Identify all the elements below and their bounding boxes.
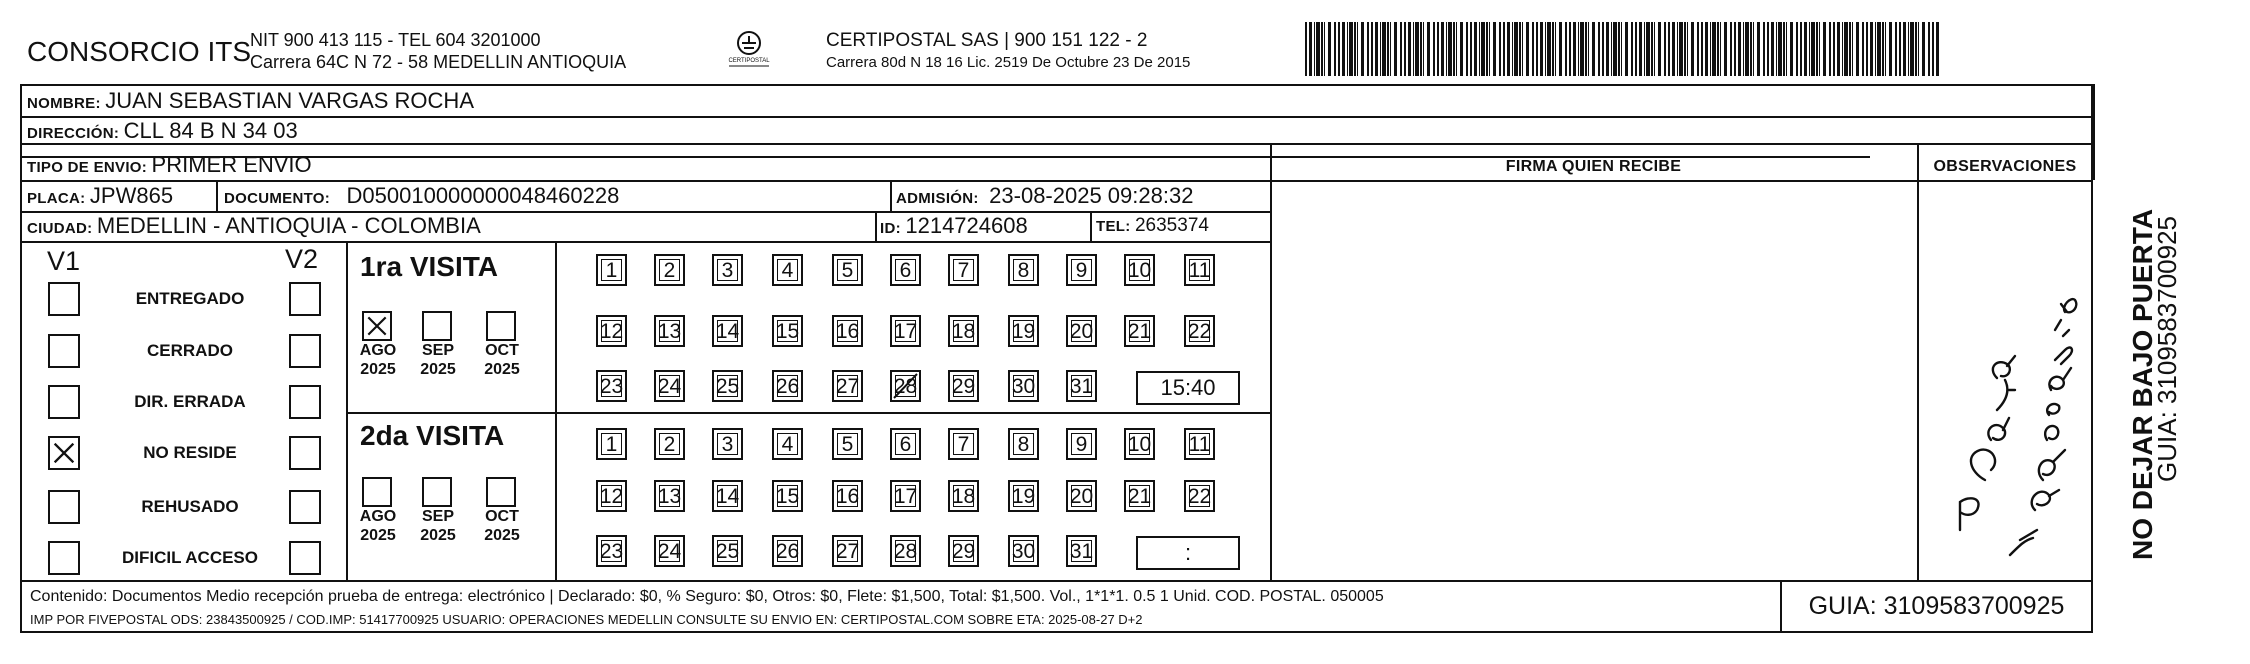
tel-value: 2635374	[1134, 215, 1209, 236]
tipo-row	[27, 152, 312, 178]
documento-value: D050010000000048460228	[346, 183, 620, 208]
visit2-day-26[interactable]: 26	[772, 535, 803, 567]
visit1-day-18[interactable]: 18	[948, 315, 979, 347]
visit2-day-21[interactable]: 21	[1124, 480, 1155, 512]
visit1-day-3[interactable]: 3	[712, 254, 743, 286]
visit1-day-10[interactable]: 10	[1124, 254, 1155, 286]
visit1-year-label: 2025	[484, 361, 520, 378]
id-value: 1214724608	[905, 213, 1028, 238]
status-label-no-reside: NO RESIDE	[143, 443, 237, 462]
visit1-day-11[interactable]: 11	[1184, 254, 1215, 286]
visit2-month-label: SEP	[421, 508, 454, 525]
visit2-day-22[interactable]: 22	[1184, 480, 1215, 512]
visit2-month-checkbox-oct[interactable]	[486, 477, 516, 507]
company-name: CONSORCIO ITS	[27, 36, 252, 67]
tipo-value: PRIMER ENVIO	[151, 152, 312, 177]
v2-checkbox-rehusado[interactable]	[289, 490, 321, 524]
visit1-day-23[interactable]: 23	[596, 370, 627, 402]
visit2-year-label: 2025	[484, 527, 520, 544]
visit1-month-checkbox-sep[interactable]	[422, 311, 452, 341]
nombre-label: NOMBRE:	[27, 95, 101, 112]
visit2-month-checkbox-ago[interactable]	[362, 477, 392, 507]
certipostal-logo-icon	[725, 28, 773, 72]
visit2-day-8[interactable]: 8	[1008, 428, 1039, 460]
placa-row	[27, 183, 173, 209]
firma-header: FIRMA QUIEN RECIBE	[1505, 158, 1682, 175]
visit1-month-checkbox-ago[interactable]	[362, 311, 392, 341]
visit1-day-19[interactable]: 19	[1008, 315, 1039, 347]
visit1-day-31[interactable]: 31	[1066, 370, 1097, 402]
visit1-day-15[interactable]: 15	[772, 315, 803, 347]
admision-label: ADMISIÓN:	[896, 190, 979, 207]
visit2-day-6[interactable]: 6	[890, 428, 921, 460]
visit1-month-label: AGO	[359, 342, 397, 359]
placa-value: JPW865	[89, 183, 174, 208]
visit2-day-18[interactable]: 18	[948, 480, 979, 512]
visit2-day-9[interactable]: 9	[1066, 428, 1097, 460]
direccion-value: CLL 84 B N 34 03	[123, 118, 298, 143]
visit2-day-25[interactable]: 25	[712, 535, 743, 567]
visit2-day-11[interactable]: 11	[1184, 428, 1215, 460]
company-nit-tel: NIT 900 413 115 - TEL 604 3201000	[250, 30, 541, 50]
v2-checkbox-no-reside[interactable]	[289, 436, 321, 470]
visit1-time-field[interactable]: 15:40	[1136, 371, 1240, 405]
footer-guia: GUIA: 3109583700925	[1808, 592, 2065, 620]
id-row	[880, 213, 1028, 239]
visit1-day-8[interactable]: 8	[1008, 254, 1039, 286]
visit2-day-7[interactable]: 7	[948, 428, 979, 460]
visit1-month-label: SEP	[421, 342, 454, 359]
visit1-day-2[interactable]: 2	[654, 254, 685, 286]
visit1-month-label: OCT	[485, 342, 519, 359]
visit2-day-2[interactable]: 2	[654, 428, 685, 460]
status-label-dificil-acceso: DIFICIL ACCESO	[121, 548, 258, 567]
visit1-day-13[interactable]: 13	[654, 315, 685, 347]
v1-checkbox-no-reside[interactable]	[48, 436, 80, 470]
visit2-day-1[interactable]: 1	[596, 428, 627, 460]
visit2-day-19[interactable]: 19	[1008, 480, 1039, 512]
visit2-day-3[interactable]: 3	[712, 428, 743, 460]
visit1-day-17[interactable]: 17	[890, 315, 921, 347]
v2-checkbox-cerrado[interactable]	[289, 334, 321, 368]
barcode	[1305, 22, 1940, 76]
status-label-dir-errada: DIR. ERRADA	[134, 392, 246, 411]
visit2-day-4[interactable]: 4	[772, 428, 803, 460]
visit1-day-14[interactable]: 14	[712, 315, 743, 347]
visit2-day-27[interactable]: 27	[832, 535, 863, 567]
footer-imp: IMP POR FIVEPOSTAL ODS: 23843500925 / COD.IMP: 51417700925 USUARIO: OPERACIONES MEDELLIN CONSULTE SU ENVIO EN: CERTIPOSTAL.COM SOBRE ETA: 2025-08-27 D+2	[30, 612, 1143, 627]
nombre-value: JUAN SEBASTIAN VARGAS ROCHA	[105, 88, 474, 113]
status-label-rehusado: REHUSADO	[141, 497, 239, 516]
visit2-day-14[interactable]: 14	[712, 480, 743, 512]
nombre-row	[27, 88, 474, 114]
visit2-day-12[interactable]: 12	[596, 480, 627, 512]
carrier-address: Carrera 80d N 18 16 Lic. 2519 De Octubre 23 De 2015	[826, 54, 1191, 71]
visit1-day-28[interactable]: 28	[890, 370, 921, 402]
visit1-day-5[interactable]: 5	[832, 254, 863, 286]
v2-heading: V2	[285, 244, 319, 274]
visit2-day-28[interactable]: 28	[890, 535, 921, 567]
direccion-label: DIRECCIÓN:	[27, 125, 120, 142]
visit1-day-9[interactable]: 9	[1066, 254, 1097, 286]
visit1-day-24[interactable]: 24	[654, 370, 685, 402]
documento-label: DOCUMENTO:	[224, 190, 331, 207]
visit1-year-label: 2025	[360, 361, 396, 378]
id-label: ID:	[880, 220, 901, 237]
admision-row	[896, 183, 1193, 209]
visit1-day-29[interactable]: 29	[948, 370, 979, 402]
ciudad-row	[27, 213, 481, 239]
visit1-day-6[interactable]: 6	[890, 254, 921, 286]
side-guia: GUIA: 3109583700925	[2152, 216, 2182, 482]
visit1-day-26[interactable]: 26	[772, 370, 803, 402]
visit2-time-field[interactable]: :	[1136, 536, 1240, 570]
visit2-day-24[interactable]: 24	[654, 535, 685, 567]
ciudad-value: MEDELLIN - ANTIOQUIA - COLOMBIA	[96, 213, 481, 238]
visit1-day-4[interactable]: 4	[772, 254, 803, 286]
logo-caption: CERTIPOSTAL	[728, 58, 770, 64]
v2-checkbox-dificil-acceso[interactable]	[289, 541, 321, 575]
visit1-day-7[interactable]: 7	[948, 254, 979, 286]
documento-row	[224, 183, 619, 209]
carrier-name: CERTIPOSTAL SAS | 900 151 122 - 2	[826, 30, 1148, 51]
tipo-label: TIPO DE ENVIO:	[27, 159, 148, 176]
visit1-month-checkbox-oct[interactable]	[486, 311, 516, 341]
v2-checkbox-entregado[interactable]	[289, 282, 321, 316]
v1-checkbox-dificil-acceso[interactable]	[48, 541, 80, 575]
visit2-day-30[interactable]: 30	[1008, 535, 1039, 567]
visit2-day-17[interactable]: 17	[890, 480, 921, 512]
v2-checkbox-dir-errada[interactable]	[289, 385, 321, 419]
status-label-entregado: ENTREGADO	[135, 289, 245, 308]
company-address: Carrera 64C N 72 - 58 MEDELLIN ANTIOQUIA	[250, 52, 627, 72]
visit2-day-31[interactable]: 31	[1066, 535, 1097, 567]
visit1-title: 1ra VISITA	[360, 251, 498, 282]
visit2-title: 2da VISITA	[360, 420, 505, 451]
visit2-day-15[interactable]: 15	[772, 480, 803, 512]
placa-label: PLACA:	[27, 190, 86, 207]
v1-checkbox-rehusado[interactable]	[48, 490, 80, 524]
visit2-day-20[interactable]: 20	[1066, 480, 1097, 512]
visit2-day-16[interactable]: 16	[832, 480, 863, 512]
visit1-day-30[interactable]: 30	[1008, 370, 1039, 402]
visit2-day-23[interactable]: 23	[596, 535, 627, 567]
visit2-year-label: 2025	[420, 527, 456, 544]
visit1-day-25[interactable]: 25	[712, 370, 743, 402]
side-warning: NO DEJAR BAJO PUERTA	[2127, 208, 2158, 560]
status-label-cerrado: CERRADO	[147, 341, 233, 360]
visit1-day-1[interactable]: 1	[596, 254, 627, 286]
visit1-year-label: 2025	[420, 361, 456, 378]
v1-checkbox-entregado[interactable]	[48, 282, 80, 316]
v1-checkbox-dir-errada[interactable]	[48, 385, 80, 419]
visit1-day-27[interactable]: 27	[832, 370, 863, 402]
v1-heading: V1	[47, 246, 81, 276]
visit2-day-13[interactable]: 13	[654, 480, 685, 512]
footer-contenido: Contenido: Documentos Medio recepción prueba de entrega: electrónico | Declarado: $0, % Seguro: $0, Otros: $0, Flete: $1,500, Total: $1,500. Vol., 1*1*1. 0.5 1 Unid. COD. POSTAL. 050005	[30, 588, 1384, 605]
visit2-day-5[interactable]: 5	[832, 428, 863, 460]
handwritten-observation	[1925, 240, 2090, 570]
direccion-row	[27, 118, 298, 144]
ciudad-label: CIUDAD:	[27, 220, 93, 237]
visit1-day-21[interactable]: 21	[1124, 315, 1155, 347]
visit2-day-10[interactable]: 10	[1124, 428, 1155, 460]
observaciones-header: OBSERVACIONES	[1933, 158, 2077, 175]
visit1-day-20[interactable]: 20	[1066, 315, 1097, 347]
visit1-day-12[interactable]: 12	[596, 315, 627, 347]
visit2-month-label: AGO	[359, 508, 397, 525]
visit2-month-checkbox-sep[interactable]	[422, 477, 452, 507]
tel-row	[1096, 215, 1209, 237]
visit1-day-22[interactable]: 22	[1184, 315, 1215, 347]
admision-value: 23-08-2025 09:28:32	[989, 183, 1194, 208]
v1-checkbox-cerrado[interactable]	[48, 334, 80, 368]
tel-label: TEL:	[1096, 218, 1131, 235]
visit2-day-29[interactable]: 29	[948, 535, 979, 567]
visit2-month-label: OCT	[485, 508, 519, 525]
visit2-year-label: 2025	[360, 527, 396, 544]
visit1-day-16[interactable]: 16	[832, 315, 863, 347]
